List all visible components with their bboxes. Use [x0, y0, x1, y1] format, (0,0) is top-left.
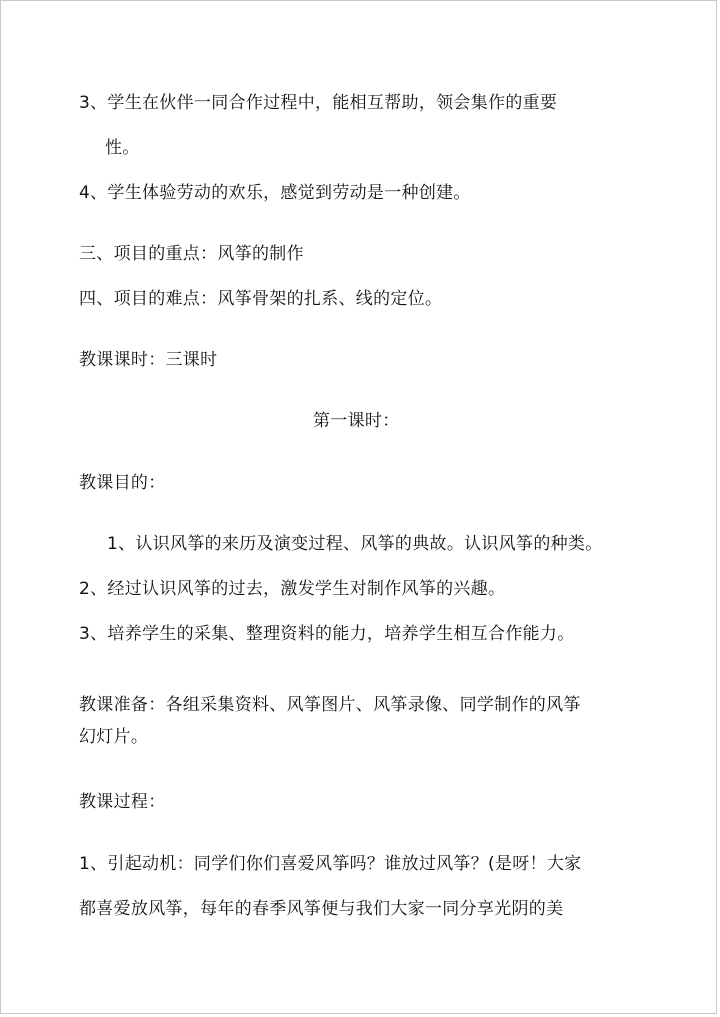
preparation-line-continued: 幻灯片。	[79, 727, 149, 747]
difficulty-line: 四、项目的难点：风筝骨架的扎系、线的定位。	[79, 289, 443, 309]
objective-item-4: 4、学生体验劳动的欢乐，感觉到劳动是一种创建。	[79, 183, 471, 203]
objective-item-3: 3、学生在伙伴一同合作过程中，能相互帮助，领会集作的重要	[79, 93, 558, 113]
key-point-line: 三、项目的重点：风筝的制作	[79, 244, 304, 264]
preparation-line: 教课准备：各组采集资料、风筝图片、风筝录像、同学制作的风筝	[79, 695, 581, 715]
teaching-goals-heading: 教课目的：	[79, 473, 166, 493]
class-hours-line: 教课课时：三课时	[79, 350, 218, 370]
process-step-1-continued: 都喜爱放风筝，每年的春季风筝便与我们大家一同分享光阴的美	[79, 899, 564, 919]
goal-item-1: 1、认识风筝的来历及演变过程、风筝的典故。认识风筝的种类。	[107, 534, 603, 554]
goal-item-3: 3、培养学生的采集、整理资料的能力，培养学生相互合作能力。	[79, 624, 575, 644]
goal-item-2: 2、经过认识风筝的过去，激发学生对制作风筝的兴趣。	[79, 579, 506, 599]
process-step-1: 1、引起动机：同学们你们喜爱风筝吗？谁放过风筝？(是呀！大家	[79, 854, 582, 874]
objective-item-3-continued: 性。	[105, 138, 140, 158]
lesson-one-heading: 第一课时：	[313, 411, 400, 431]
process-heading: 教课过程：	[79, 792, 166, 812]
